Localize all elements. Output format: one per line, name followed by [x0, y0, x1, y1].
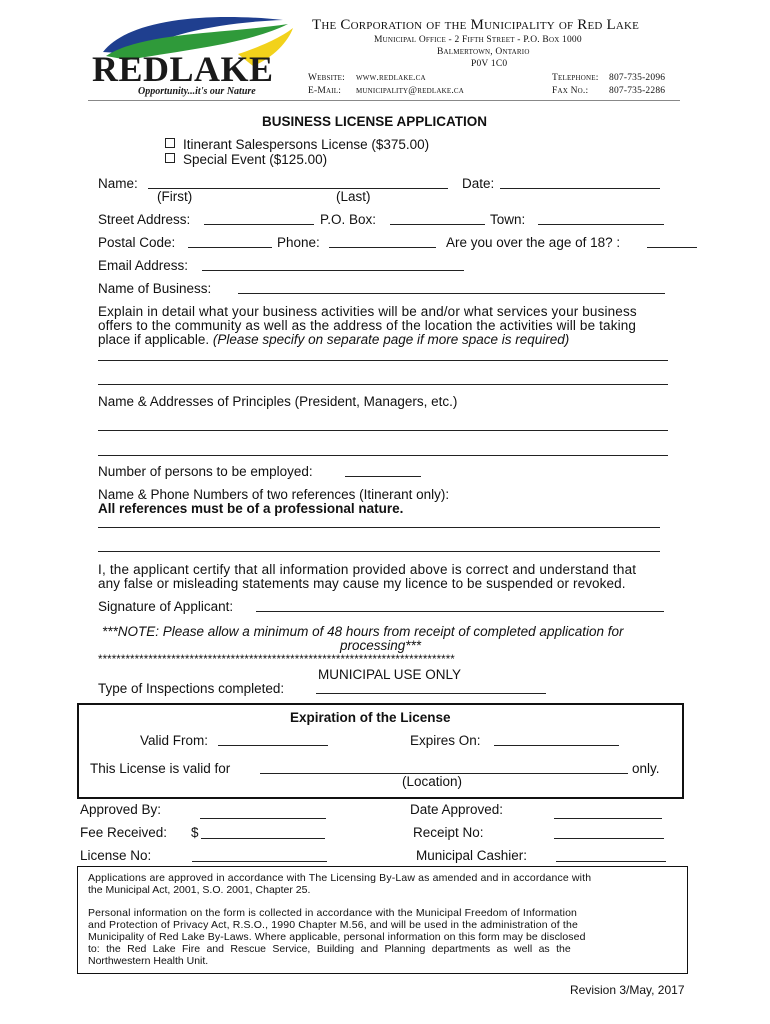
explain-line-2[interactable] — [98, 384, 668, 385]
notice-p2-line5: Northwestern Health Unit. — [88, 955, 209, 967]
references-line-1[interactable] — [98, 527, 660, 528]
inspections-field[interactable] — [316, 693, 546, 694]
date-field[interactable] — [500, 188, 660, 189]
name-field[interactable] — [148, 188, 448, 189]
notice-p2-line2: and Protection of Privacy Act, R.S.O., 1990 Chapter M.56, and will be used in the administration of the — [88, 919, 578, 931]
fee-received-field[interactable] — [201, 838, 325, 839]
cashier-label: Municipal Cashier: — [416, 848, 528, 863]
logo-word: REDLAKE — [92, 49, 274, 89]
last-label: (Last) — [336, 189, 371, 204]
date-approved-field[interactable] — [554, 818, 662, 819]
employees-field[interactable] — [345, 476, 421, 477]
header-divider — [88, 100, 680, 101]
postal-label: Postal Code: — [98, 235, 176, 250]
approved-by-label: Approved By: — [80, 802, 162, 817]
age-field[interactable] — [647, 247, 697, 248]
valid-for-label: This License is valid for — [90, 761, 231, 776]
option-special-event[interactable]: Special Event ($125.00) — [165, 152, 327, 167]
header-postal: P0V 1C0 — [471, 59, 508, 69]
cashier-field[interactable] — [556, 861, 666, 862]
header-title: The Corporation of the Municipality of Red Lake — [312, 17, 640, 33]
business-label: Name of Business: — [98, 281, 212, 296]
town-field[interactable] — [538, 224, 664, 225]
receipt-no-field[interactable] — [554, 838, 664, 839]
principles-line-2[interactable] — [98, 455, 668, 456]
license-no-field[interactable] — [192, 861, 327, 862]
checkbox-icon[interactable] — [165, 138, 175, 148]
phone-label: Telephone: — [552, 73, 599, 83]
postal-field[interactable] — [188, 247, 272, 248]
fee-dollar-sign: $ — [191, 825, 199, 840]
only-label: only. — [632, 761, 660, 776]
header-city: Balmertown, Ontario — [437, 47, 530, 57]
email-field-label: Email Address: — [98, 258, 189, 273]
street-label: Street Address: — [98, 212, 191, 227]
pobox-label: P.O. Box: — [320, 212, 377, 227]
name-label: Name: — [98, 176, 138, 191]
processing-note-1: ***NOTE: Please allow a minimum of 48 hours from receipt of completed application for — [102, 624, 624, 639]
processing-note-2: processing*** — [340, 638, 422, 653]
date-label: Date: — [462, 176, 495, 191]
principles-line-1[interactable] — [98, 430, 668, 431]
certify-text-2: any false or misleading statements may cause my licence to be suspended or revoked. — [98, 576, 626, 591]
explain-text-1: Explain in detail what your business activities will be and/or what services your business — [98, 304, 637, 319]
street-field[interactable] — [204, 224, 314, 225]
option-itinerant[interactable]: Itinerant Salespersons License ($375.00) — [165, 137, 429, 152]
notice-p1-line1: Applications are approved in accordance with The Licensing By-Law as amended and in accordance with — [88, 872, 592, 884]
inspections-label: Type of Inspections completed: — [98, 681, 285, 696]
age-label: Are you over the age of 18? : — [446, 235, 621, 250]
fax-label: Fax No.: — [552, 86, 589, 96]
email-field[interactable] — [202, 270, 464, 271]
certify-text-1: I, the applicant certify that all information provided above is correct and understand that — [98, 562, 637, 577]
explain-line-1[interactable] — [98, 360, 668, 361]
business-field[interactable] — [238, 293, 665, 294]
references-line-2[interactable] — [98, 551, 660, 552]
first-label: (First) — [157, 189, 193, 204]
website-label: Website: — [308, 73, 345, 83]
town-label: Town: — [490, 212, 526, 227]
checkbox-icon[interactable] — [165, 153, 175, 163]
municipal-use-heading: MUNICIPAL USE ONLY — [318, 667, 462, 682]
email-label: E-Mail: — [308, 86, 342, 96]
form-title: BUSINESS LICENSE APPLICATION — [262, 114, 488, 129]
notice-p2-line3: Municipality of Red Lake By-Laws. Where applicable, personal information on this form may be disclosed — [88, 931, 586, 943]
references-label: Name & Phone Numbers of two references (Itinerant only): — [98, 487, 450, 502]
principles-label: Name & Addresses of Principles (President, Managers, etc.) — [98, 394, 458, 409]
notice-p1-line2: the Municipal Act, 2001, S.O. 2001, Chapter 25. — [88, 884, 311, 896]
valid-from-field[interactable] — [218, 745, 328, 746]
revision-label: Revision 3/May, 2017 — [570, 983, 685, 997]
star-divider: ****************************************************************************** — [98, 654, 455, 666]
fee-received-label: Fee Received: — [80, 825, 168, 840]
phone-field[interactable] — [329, 247, 436, 248]
notice-p2-line1: Personal information on the form is collected in accordance with the Municipal Freedom of Information — [88, 907, 578, 919]
email-link[interactable]: municipality@redlake.ca — [356, 86, 465, 96]
website-link[interactable]: www.redlake.ca — [356, 73, 426, 83]
signature-field[interactable] — [256, 611, 664, 612]
expires-on-field[interactable] — [494, 745, 619, 746]
phone-value: 807-735-2096 — [609, 73, 666, 83]
approved-by-field[interactable] — [200, 818, 326, 819]
expires-on-label: Expires On: — [410, 733, 481, 748]
license-no-label: License No: — [80, 848, 152, 863]
references-note: All references must be of a professional nature. — [98, 501, 404, 516]
receipt-no-label: Receipt No: — [413, 825, 484, 840]
fax-value: 807-735-2286 — [609, 86, 666, 96]
header-address: Municipal Office - 2 Fifth Street - P.O. Box 1000 — [374, 35, 582, 45]
logo-tagline: Opportunity...it's our Nature — [138, 86, 256, 97]
signature-label: Signature of Applicant: — [98, 599, 234, 614]
pobox-field[interactable] — [390, 224, 485, 225]
employees-label: Number of persons to be employed: — [98, 464, 313, 479]
expiration-title: Expiration of the License — [290, 710, 451, 725]
explain-text-2: offers to the community as well as the address of the location the activities will be taking — [98, 318, 637, 333]
notice-p2-line4: to: the Red Lake Fire and Rescue Service, Building and Planning departments as well as the — [88, 943, 571, 955]
date-approved-label: Date Approved: — [410, 802, 504, 817]
phone-field-label: Phone: — [277, 235, 320, 250]
valid-from-label: Valid From: — [140, 733, 209, 748]
explain-text-3: place if applicable. (Please specify on separate page if more space is required) — [98, 332, 570, 347]
location-label: (Location) — [402, 774, 463, 789]
